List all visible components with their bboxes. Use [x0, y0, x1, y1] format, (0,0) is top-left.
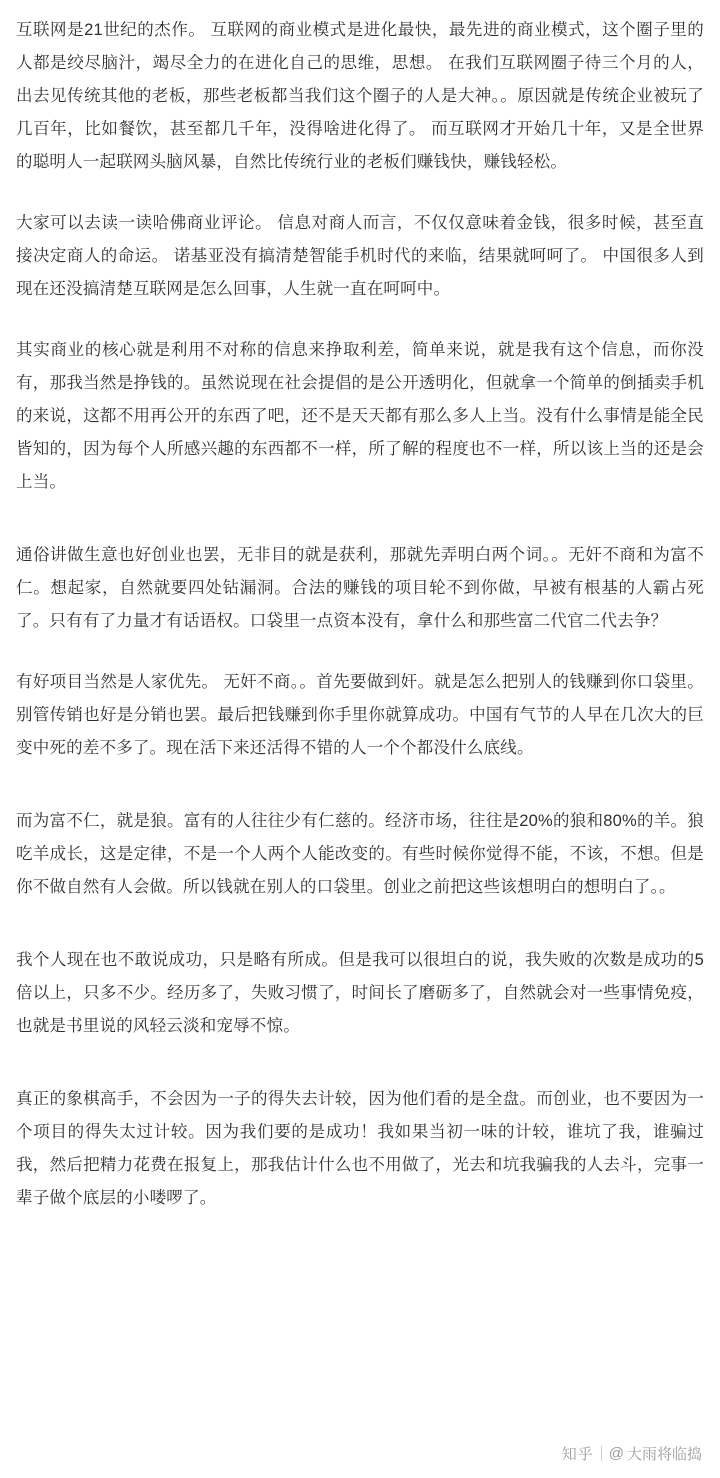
- paragraph: 我个人现在也不敢说成功，只是略有所成。但是我可以很坦白的说，我失败的次数是成功的5倍以上，只多不少。经历多了，失败习惯了，时间长了磨砺多了，自然就会对一些事情免疫，也就是书里说的风轻云淡和宠辱不惊。: [16, 951, 704, 1035]
- paragraph: 通俗讲做生意也好创业也罢，无非目的就是获利，那就先弄明白两个词。。无奸不商和为富不仁。想起家，自然就要四处钻漏洞。合法的赚钱的项目轮不到你做，早被有根基的人霸占死了。只有有了力量才有话语权。口袋里一点资本没有，拿什么和那些富二代官二代去争？: [16, 546, 704, 630]
- watermark: [562, 1443, 702, 1464]
- paragraph: 有好项目当然是人家优先。 无奸不商。。首先要做到奸。就是怎么把别人的钱赚到你口袋里。别管传销也好是分销也罢。最后把钱赚到你手里你就算成功。中国有气节的人早在几次大的巨变中死的差不多了。现在活下来还活得不错的人一个个都没什么底线。: [16, 673, 704, 757]
- paragraph: 而为富不仁，就是狼。富有的人往往少有仁慈的。经济市场，往往是20%的狼和80%的羊。狼吃羊成长，这是定律，不是一个人两个人能改变的。有些时候你觉得不能，不该，不想。但是你不做自然有人会做。所以钱就在别人的口袋里。创业之前把这些该想明白的想明白了。。: [16, 812, 704, 896]
- author-name: 大雨将临捣: [626, 1446, 702, 1463]
- divider: [601, 1446, 602, 1461]
- paragraph: 互联网是21世纪的杰作。 互联网的商业模式是进化最快，最先进的商业模式，这个圈子里的人都是绞尽脑汁，竭尽全力的在进化自己的思维，思想。 在我们互联网圈子待三个月的人，出去见传统其他的老板，那些老板都当我们这个圈子的人是大神。。原因就是传统企业被玩了几百年，比如餐饮，甚至都几千年，没得啥进化得了。 而互联网才开始几十年，又是全世界的聪明人一起联网头脑风暴，自然比传统行业的老板们赚钱快，赚钱轻松。: [16, 21, 704, 171]
- zhihu-logo-icon: 知乎: [561, 1446, 594, 1463]
- at-symbol-icon: @: [608, 1445, 624, 1462]
- paragraph: 大家可以去读一读哈佛商业评论。 信息对商人而言，不仅仅意味着金钱，很多时候，甚至直接决定商人的命运。 诺基亚没有搞清楚智能手机时代的来临，结果就呵呵了。 中国很多人到现在还没搞清楚互联网是怎么回事，人生就一直在呵呵中。: [16, 214, 704, 298]
- paragraph: 其实商业的核心就是利用不对称的信息来挣取利差，简单来说，就是我有这个信息，而你没有，那我当然是挣钱的。虽然说现在社会提倡的是公开透明化，但就拿一个简单的倒插卖手机的来说，这都不用再公开的东西了吧，还不是天天都有那么多人上当。没有什么事情是能全民皆知的，因为每个人所感兴趣的东西都不一样，所了解的程度也不一样，所以该上当的还是会上当。: [16, 341, 704, 491]
- article-body: [16, 14, 704, 1215]
- paragraph: 真正的象棋高手，不会因为一子的得失去计较，因为他们看的是全盘。而创业，也不要因为一个项目的得失太过计较。因为我们要的是成功！我如果当初一味的计较，谁坑了我，谁骗过我，然后把精力花费在报复上，那我估计什么也不用做了，光去和坑我骗我的人去斗，完事一辈子做个底层的小喽啰了。: [16, 1090, 704, 1207]
